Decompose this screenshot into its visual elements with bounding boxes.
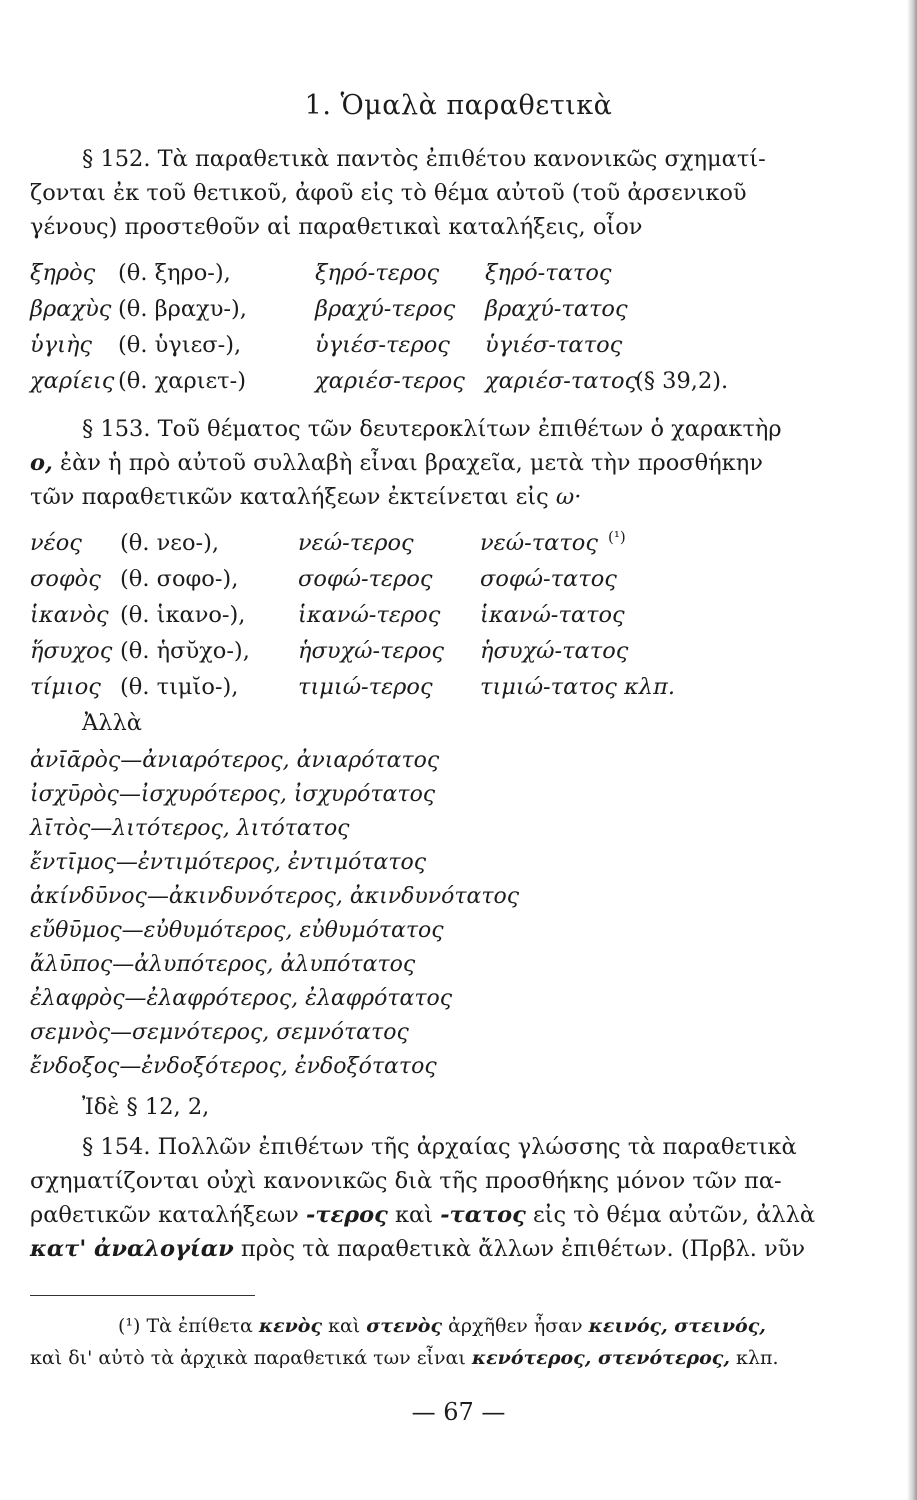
p154-line-4 — [30, 1232, 810, 1266]
table2-stem: (θ. σοφο-), — [120, 566, 239, 592]
p152-line-2: ζονται ἐκ τοῦ θετικοῦ, ἀφοῦ εἰς τὸ θέμα αὐτοῦ (τοῦ ἀρσενικοῦ — [30, 180, 747, 206]
fn-stenos: στενὸς — [366, 1315, 443, 1337]
p154-line-1: § 154. Πολλῶν ἐπιθέτων τῆς ἀρχαίας γλώσσης τὰ παραθετικὰ — [82, 1134, 797, 1160]
page-edge — [907, 0, 917, 1500]
table1-stem: (θ. βραχυ-), — [118, 296, 247, 322]
p153-line-1: § 153. Τοῦ θέματος τῶν δευτεροκλίτων ἐπιθέτων ὁ χαρακτὴρ — [82, 416, 782, 442]
fn-text: (¹) Τὰ ἐπίθετα — [118, 1315, 259, 1337]
table1-word: ὑγιὴς — [30, 332, 93, 358]
table2-word: ἱκανὸς — [30, 602, 109, 628]
table1-stem: (θ. ὑγιεσ-), — [118, 332, 242, 358]
table2-comparative: τιμιώ-τερος — [298, 674, 433, 700]
paragraph-153 — [30, 412, 810, 514]
fn-keinos: κεινός, στεινός, — [588, 1315, 766, 1337]
omega-letter: ω· — [555, 484, 582, 510]
table2-superlative: νεώ-τατος — [480, 530, 598, 556]
p153-line-2 — [30, 446, 810, 480]
table2-word: νέος — [30, 530, 82, 556]
table1-comparative: βραχύ-τερος — [315, 296, 456, 322]
table1-stem: (θ. χαριετ-) — [118, 368, 246, 394]
table1-superlative: χαριέσ-τατος — [485, 368, 638, 394]
p154-line-4-text: πρὸς τὰ παραθετικὰ ἄλλων ἐπιθέτων. (Πρβλ. νῦν — [233, 1236, 806, 1262]
table2-superlative: ἡσυχώ-τατος — [480, 638, 629, 664]
p153-line-3-text: τῶν παραθετικῶν καταλήξεων ἐκτείνεται εἰς — [30, 484, 556, 510]
table2-comparative: ἡσυχώ-τερος — [298, 638, 444, 664]
fn-text: καὶ — [322, 1315, 367, 1337]
paragraph-154 — [30, 1130, 816, 1266]
list-item: σεμνὸς—σεμνότερος, σεμνότατος — [30, 1020, 409, 1045]
table2-comparative: σοφώ-τερος — [298, 566, 433, 592]
alla-text: Ἀλλὰ — [82, 710, 142, 736]
fn-kenoteros: κενότερος, στενότερος, — [471, 1347, 730, 1369]
list-item: ἐλαφρὸς—ἐλαφρότερος, ἐλαφρότατος — [30, 986, 453, 1011]
kat-analogian: κατ' ἀναλογίαν — [30, 1236, 234, 1262]
table1-superlative: ξηρό-τατος — [485, 260, 612, 286]
suffix-teros: -τερος — [306, 1202, 388, 1228]
p154-line-3-c: καὶ — [387, 1202, 441, 1228]
list-item: ἄλῡπος—ἀλυπότερος, ἀλυπότατος — [30, 952, 416, 977]
footnote-marker: (¹) — [608, 528, 626, 546]
table1-superlative: βραχύ-τατος — [485, 296, 628, 322]
fn-text: καὶ δι' αὐτὸ τὰ ἀρχικὰ παραθετικά των εἶναι — [30, 1347, 472, 1369]
list-item: ἀνῑᾱρὸς—ἀνιαρότερος, ἀνιαρότατος — [30, 748, 440, 773]
table2-comparative: ἱκανώ-τερος — [298, 602, 441, 628]
p152-line-3: γένους) προστεθοῦν αἱ παραθετικαὶ καταλήξεις, οἷον — [30, 214, 643, 240]
list-item: ἰσχῡρὸς—ἰσχυρότερος, ἰσχυρότατος — [30, 782, 436, 807]
p154-line-3 — [30, 1198, 816, 1232]
p153-line-2-text: ἐὰν ἡ πρὸ αὐτοῦ συλλαβὴ εἶναι βραχεῖα, μετὰ τὴν προσθήκην — [52, 450, 763, 476]
p154-line-3-a: ραθετικῶν καταλήξεων — [30, 1202, 306, 1228]
fn-kenos: κενὸς — [258, 1315, 323, 1337]
p154-line-3-d: εἰς τὸ θέμα αὐτῶν, ἀλλὰ — [525, 1202, 816, 1228]
table2-word: σοφὸς — [30, 566, 101, 592]
suffix-tatos: -τατος — [440, 1202, 526, 1228]
table2-superlative: σοφώ-τατος — [480, 566, 617, 592]
list-item: εὔθῡμος—εὐθυμότερος, εὐθυμότατος — [30, 918, 444, 943]
table1-word: βραχὺς — [30, 296, 112, 322]
p152-line-1: § 152. Τὰ παραθετικὰ παντὸς ἐπιθέτου κανονικῶς σχηματί- — [82, 146, 766, 172]
table1-superlative: ὑγιέσ-τατος — [485, 332, 623, 358]
p154-line-2: σχηματίζονται οὐχὶ κανονικῶς διὰ τῆς προσθήκης μόνον τῶν πα- — [30, 1168, 782, 1194]
list-item: ἔνδοξος—ἐνδοξότερος, ἐνδοξότατος — [30, 1054, 437, 1079]
table1-stem: (θ. ξηρο-), — [118, 260, 231, 286]
footnote-line-1 — [118, 1310, 818, 1342]
table1-word: χαρίεις — [30, 368, 115, 394]
table2-superlative: τιμιώ-τατος κλπ. — [480, 674, 676, 700]
paragraph-152 — [30, 142, 810, 244]
section-heading: 1. Ὁμαλὰ παραθετικὰ — [304, 90, 613, 121]
table1-word: ξηρὸς — [30, 260, 96, 286]
see-also-text: Ἰδὲ § 12, 2, — [82, 1094, 210, 1120]
table2-stem: (θ. ἡσῠχο-), — [120, 638, 250, 664]
fn-text: ἀρχῆθεν ἦσαν — [442, 1315, 589, 1337]
table2-superlative: ἱκανώ-τατος — [480, 602, 625, 628]
list-item: ἔντῑμος—ἐντιμότερος, ἐντιμότατος — [30, 850, 427, 875]
footnote-divider — [30, 1295, 255, 1296]
table2-comparative: νεώ-τερος — [298, 530, 414, 556]
list-item: λῑτὸς—λιτότερος, λιτότατος — [30, 816, 350, 841]
table2-stem: (θ. τιμῐο-), — [120, 674, 239, 700]
table1-comparative: ξηρό-τερος — [315, 260, 440, 286]
table2-stem: (θ. νεο-), — [120, 530, 220, 556]
page-number: — 67 — — [411, 1398, 506, 1426]
table2-stem: (θ. ἱκανο-), — [120, 602, 246, 628]
table2-word: ἥσυχος — [30, 638, 113, 664]
table1-comparative: χαριέσ-τερος — [315, 368, 465, 394]
list-item: ἀκίνδῡνος—ἀκινδυνότερος, ἀκινδυνότατος — [30, 884, 520, 909]
footnote-line-2 — [30, 1342, 810, 1374]
fn-text: κλπ. — [730, 1347, 779, 1369]
table1-reference: (§ 39,2). — [635, 368, 729, 394]
table1-comparative: ὑγιέσ-τερος — [315, 332, 450, 358]
p153-line-3 — [30, 480, 810, 514]
table2-word: τίμιος — [30, 674, 101, 700]
bold-omicron: ο, — [30, 450, 53, 476]
